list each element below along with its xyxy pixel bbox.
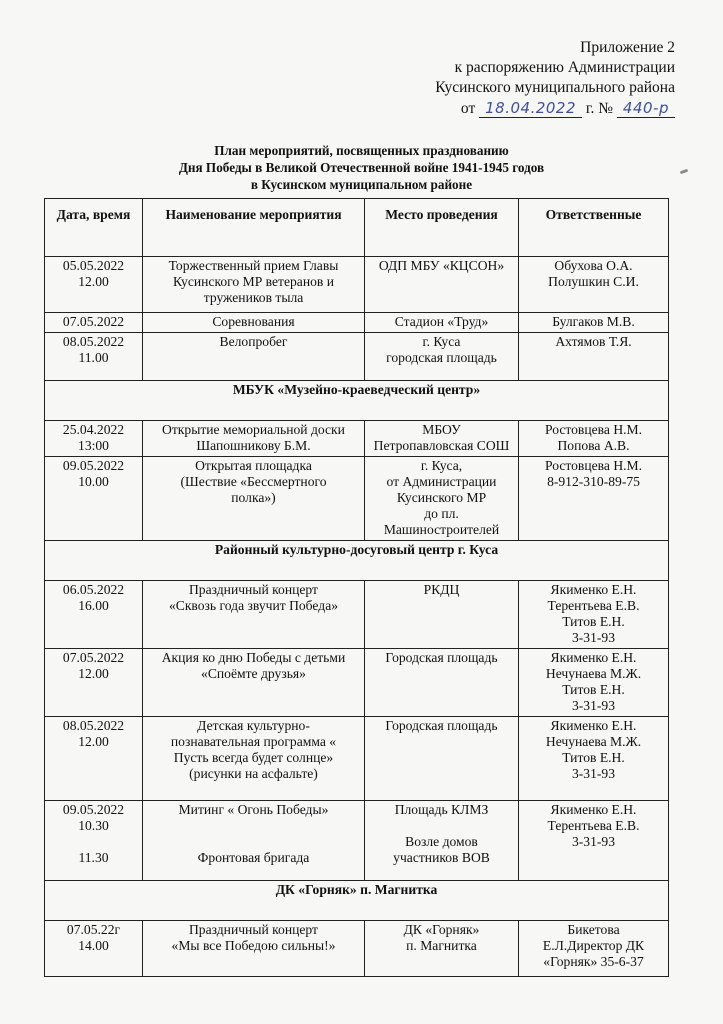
cell-date xyxy=(45,457,143,541)
cell-line: 3-31-93 xyxy=(571,698,616,713)
cell-line: 12.00 xyxy=(78,666,109,681)
cell-line: Ростовцева Н.М. xyxy=(544,458,643,473)
header-event: Наименование мероприятия xyxy=(143,199,365,257)
cell-name xyxy=(143,581,365,649)
cell-line xyxy=(49,834,138,850)
cell-line: 07.05.22г xyxy=(66,922,121,937)
table-row xyxy=(45,801,669,881)
cell-line: Полушкин С.И. xyxy=(548,274,639,289)
cell-line: ОДП МБУ «КЦСОН» xyxy=(378,258,505,273)
cell-line: 12.00 xyxy=(78,734,109,749)
cell-line: Попова А.В. xyxy=(557,438,630,453)
cell-line: Шапошникову Б.М. xyxy=(196,438,311,453)
cell-date xyxy=(45,581,143,649)
cell-line: Булгаков М.В. xyxy=(552,314,635,329)
cell-line: 12.00 xyxy=(78,274,109,289)
cell-line: Возле домов xyxy=(405,834,478,849)
cell-line: познавательная программа « xyxy=(170,734,337,749)
cell-line: Соревнования xyxy=(212,314,295,329)
cell-line: 25.04.2022 xyxy=(62,422,125,437)
cell-line: до пл. xyxy=(424,506,459,521)
cell-resp xyxy=(519,717,669,801)
cell-line: «Споёмте друзья» xyxy=(201,666,306,681)
cell-line: Ростовцева Н.М. xyxy=(544,422,643,437)
section-title: ДК «Горняк» п. Магнитка xyxy=(45,881,669,921)
title-line-2: Дня Победы в Великой Отечественной войне 1941-1945 годов xyxy=(178,160,545,175)
cell-name xyxy=(143,257,365,313)
cell-line: 07.05.2022 xyxy=(62,314,125,329)
cell-line: Стадион «Труд» xyxy=(394,314,489,329)
events-table xyxy=(44,198,669,977)
cell-line: 08.05.2022 xyxy=(62,718,125,733)
cell-line: Ахтямов Т.Я. xyxy=(555,334,632,349)
section-title: Районный культурно-досуговый центр г. Куса xyxy=(45,541,669,581)
appendix-line-date xyxy=(435,98,675,119)
cell-line: Городская площадь xyxy=(385,718,498,733)
cell-line: Торжественный прием Главы xyxy=(168,258,339,273)
cell-resp xyxy=(519,581,669,649)
cell-line: 10.00 xyxy=(78,474,109,489)
cell-date xyxy=(45,333,143,381)
cell-place xyxy=(365,333,519,381)
cell-name xyxy=(143,717,365,801)
cell-line: 14.00 xyxy=(78,938,109,953)
cell-line: Титов Е.Н. xyxy=(562,614,625,629)
cell-line: Якименко Е.Н. xyxy=(550,582,637,597)
section-row xyxy=(45,881,669,921)
cell-line: 13:00 xyxy=(78,438,109,453)
cell-place xyxy=(365,921,519,977)
cell-line: 09.05.2022 xyxy=(62,802,125,817)
cell-name xyxy=(143,457,365,541)
cell-line: Городская площадь xyxy=(385,650,498,665)
table-row xyxy=(45,257,669,313)
cell-place xyxy=(365,717,519,801)
cell-place xyxy=(365,421,519,457)
cell-place xyxy=(365,581,519,649)
cell-resp xyxy=(519,457,669,541)
cell-line: «Сквозь года звучит Победа» xyxy=(168,598,339,613)
cell-place xyxy=(365,649,519,717)
cell-line: 3-31-93 xyxy=(571,630,616,645)
cell-line: участников ВОВ xyxy=(393,850,490,865)
cell-line: ДК «Горняк» xyxy=(403,922,480,937)
cell-line: г. Куса xyxy=(422,334,461,349)
cell-line: Праздничный концерт xyxy=(188,922,318,937)
cell-date xyxy=(45,921,143,977)
document-title xyxy=(0,142,723,193)
table-row xyxy=(45,421,669,457)
cell-line: 08.05.2022 xyxy=(62,334,125,349)
title-line-1: План мероприятий, посвященных празднованию xyxy=(214,143,509,158)
cell-name xyxy=(143,801,365,881)
cell-line: Велопробег xyxy=(219,334,288,349)
cell-line: тружеников тыла xyxy=(203,290,304,305)
table-row xyxy=(45,333,669,381)
cell-place xyxy=(365,313,519,333)
cell-resp xyxy=(519,921,669,977)
cell-line: Нечунаева М.Ж. xyxy=(545,734,642,749)
cell-line: Якименко Е.Н. xyxy=(550,718,637,733)
cell-resp xyxy=(519,313,669,333)
cell-line: 3-31-93 xyxy=(571,834,616,849)
cell-line: Нечунаева М.Ж. xyxy=(545,666,642,681)
header-responsible: Ответственные xyxy=(519,199,669,257)
cell-resp xyxy=(519,421,669,457)
cell-place xyxy=(365,801,519,881)
cell-line: «Мы все Победою сильны!» xyxy=(171,938,336,953)
cell-line: полка») xyxy=(231,490,276,505)
cell-line: 3-31-93 xyxy=(571,766,616,781)
cell-line: 05.05.2022 xyxy=(62,258,125,273)
handwritten-date: 18.04.2022 xyxy=(479,99,582,118)
cell-line: п. Магнитка xyxy=(406,938,477,953)
cell-line: (Шествие «Бессмертного xyxy=(180,474,327,489)
cell-line: Бикетова xyxy=(567,922,620,937)
cell-line: 06.05.2022 xyxy=(62,582,125,597)
cell-line: Детская культурно- xyxy=(197,718,310,733)
section-row xyxy=(45,381,669,421)
handwritten-number: 440-р xyxy=(617,99,675,118)
cell-name xyxy=(143,649,365,717)
cell-resp xyxy=(519,257,669,313)
header-date: Дата, время xyxy=(45,199,143,257)
cell-line: Е.Л.Директор ДК xyxy=(542,938,645,953)
table-row xyxy=(45,717,669,801)
cell-line: Открытие мемориальной доски xyxy=(162,422,345,437)
cell-line: 11.30 xyxy=(78,850,109,865)
cell-line: г. Куса, xyxy=(420,458,463,473)
cell-line: Кусинского МР ветеранов и xyxy=(173,274,334,289)
cell-resp xyxy=(519,649,669,717)
section-row xyxy=(45,541,669,581)
cell-line: Машиностроителей xyxy=(383,522,500,537)
cell-date xyxy=(45,257,143,313)
cell-line: Митинг « Огонь Победы» xyxy=(178,802,329,817)
appendix-block xyxy=(435,38,675,119)
cell-line: городская площадь xyxy=(386,350,497,365)
cell-line xyxy=(147,834,360,850)
cell-name xyxy=(143,313,365,333)
cell-line xyxy=(369,818,514,834)
cell-place xyxy=(365,457,519,541)
table-row xyxy=(45,921,669,977)
cell-resp xyxy=(519,333,669,381)
table-header-row xyxy=(45,199,669,257)
cell-line: Обухова О.А. xyxy=(554,258,633,273)
cell-date xyxy=(45,649,143,717)
table-body xyxy=(45,257,669,977)
table-row xyxy=(45,649,669,717)
section-title: МБУК «Музейно-краеведческий центр» xyxy=(45,381,669,421)
cell-date xyxy=(45,421,143,457)
cell-line: Кусинского МР xyxy=(396,490,487,505)
cell-line: 10.30 xyxy=(78,818,109,833)
cell-line: Титов Е.Н. xyxy=(562,682,625,697)
cell-resp xyxy=(519,801,669,881)
cell-line: РКДЦ xyxy=(423,582,460,597)
cell-line: Якименко Е.Н. xyxy=(550,802,637,817)
cell-line: (рисунки на асфальте) xyxy=(189,766,318,781)
cell-date xyxy=(45,313,143,333)
cell-place xyxy=(365,257,519,313)
cell-date xyxy=(45,717,143,801)
cell-line: «Горняк» 35-6-37 xyxy=(543,954,644,969)
appendix-line-district: Кусинского муниципального района xyxy=(435,79,675,96)
cell-date xyxy=(45,801,143,881)
cell-line: 8-912-310-89-75 xyxy=(547,474,640,489)
cell-line: Открытая площадка xyxy=(195,458,312,473)
cell-name xyxy=(143,421,365,457)
cell-line: 07.05.2022 xyxy=(62,650,125,665)
cell-line: Терентьева Е.В. xyxy=(547,818,640,833)
cell-line: МБОУ xyxy=(422,422,461,437)
cell-name xyxy=(143,921,365,977)
cell-line: Праздничный концерт xyxy=(188,582,318,597)
cell-line: Якименко Е.Н. xyxy=(550,650,637,665)
title-line-3: в Кусинском муниципальном районе xyxy=(250,177,473,192)
from-label: от xyxy=(460,100,476,117)
cell-line: от Администрации xyxy=(386,474,497,489)
cell-line: Площадь КЛМЗ xyxy=(394,802,489,817)
cell-line: Титов Е.Н. xyxy=(562,750,625,765)
year-number-label: г. № xyxy=(585,100,614,117)
appendix-line-order: к распоряжению Администрации xyxy=(454,59,675,76)
table-row xyxy=(45,313,669,333)
cell-line: 16.00 xyxy=(78,598,109,613)
cell-line: Акция ко дню Победы с детьми xyxy=(161,650,346,665)
cell-line: 09.05.2022 xyxy=(62,458,125,473)
header-place: Место проведения xyxy=(365,199,519,257)
cell-line: Фронтовая бригада xyxy=(197,850,310,865)
table-row xyxy=(45,581,669,649)
cell-line xyxy=(147,818,360,834)
appendix-title: Приложение 2 xyxy=(580,39,675,56)
cell-line: Петропавловская СОШ xyxy=(373,438,510,453)
cell-line: Пусть всегда будет солнце» xyxy=(173,750,334,765)
cell-name xyxy=(143,333,365,381)
table-row xyxy=(45,457,669,541)
cell-line: Терентьева Е.В. xyxy=(547,598,640,613)
cell-line: 11.00 xyxy=(78,350,109,365)
